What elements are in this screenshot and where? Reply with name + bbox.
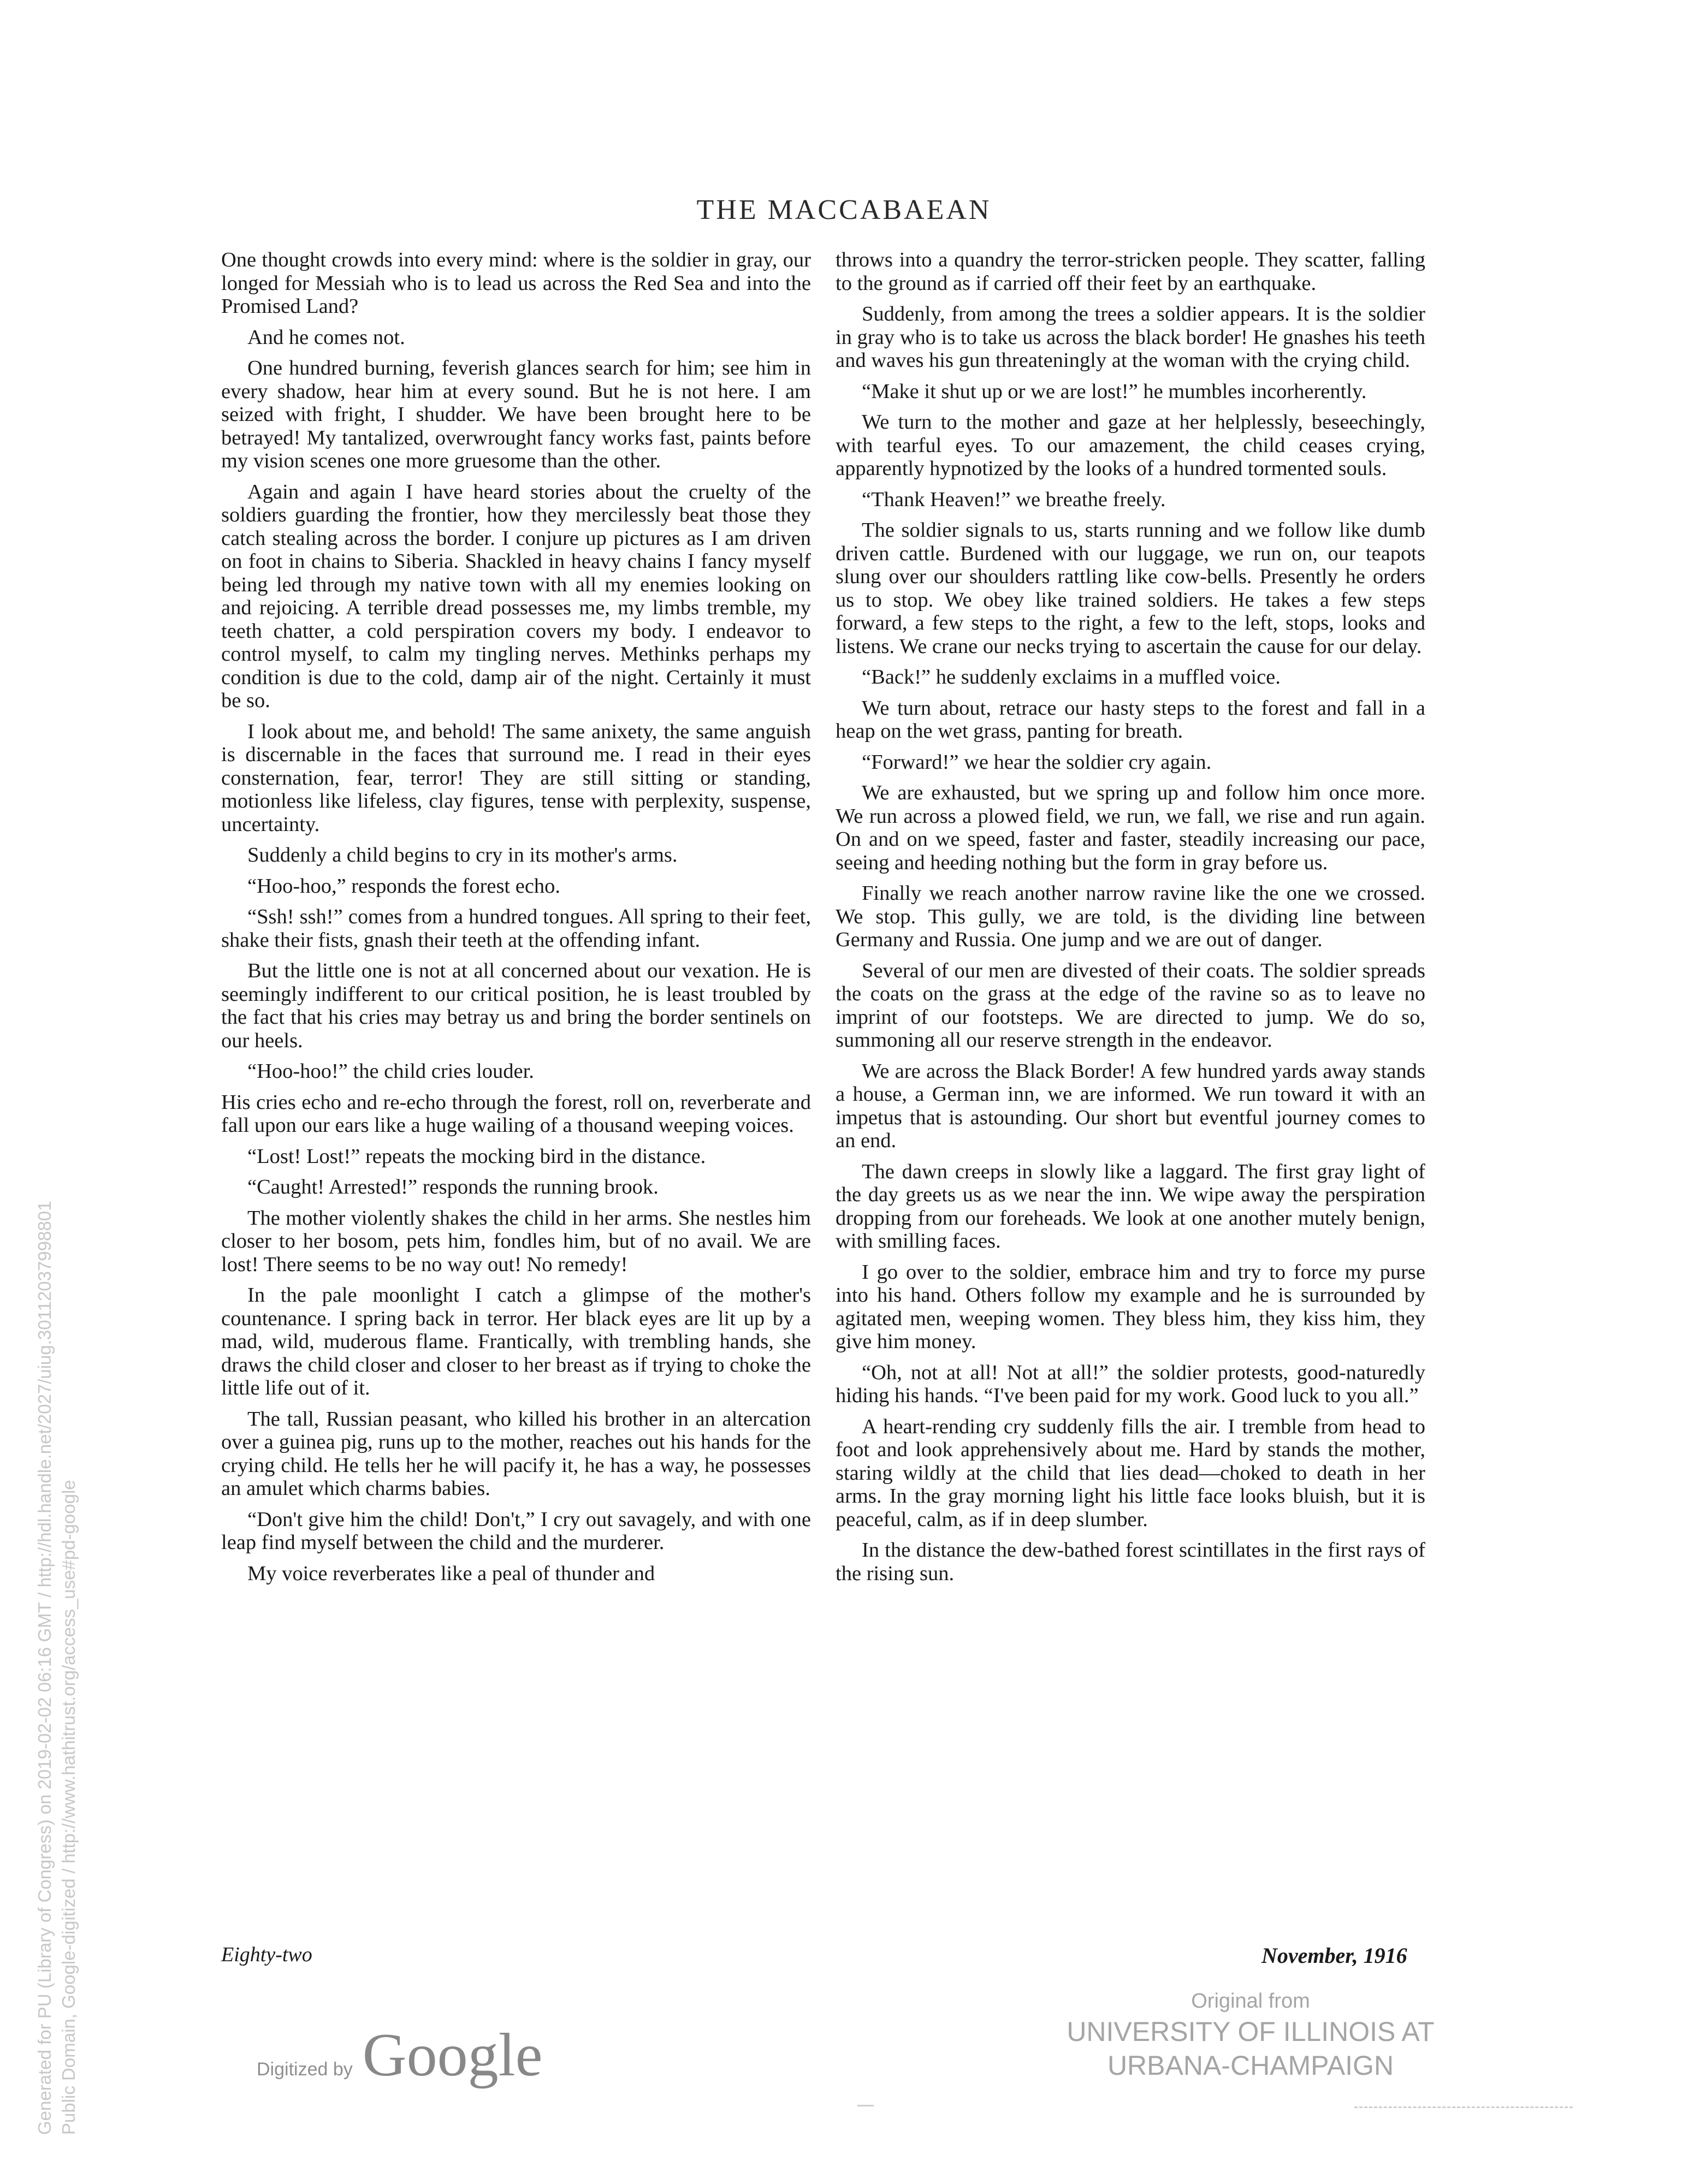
paragraph: “Forward!” we hear the soldier cry again. bbox=[862, 750, 1212, 774]
paragraph: “Hoo-hoo!” the child cries louder. bbox=[247, 1060, 534, 1083]
paragraph: “Don't give him the child! Don't,” I cry out savagely, and with one leap find myself between the child and the murderer. bbox=[221, 1508, 811, 1554]
paragraph: In the pale moonlight I catch a glimpse of the mother's countenance. I spring back in terror. Her black eyes are lit up by a mad, wild, muderous flame. Frantically, with trembling hands, she draws the child closer and closer to her breast as if trying to choke the little life out of it. bbox=[221, 1284, 811, 1399]
institution-line-2: URBANA-CHAMPAIGN bbox=[1107, 2050, 1394, 2081]
generation-watermark bbox=[33, 824, 81, 2135]
page-number: Eighty-two bbox=[221, 1943, 312, 1966]
paragraph: “Oh, not at all! Not at all!” the soldier protests, good-naturedly hiding his hands. “I've been paid for my work. Good luck to you all.” bbox=[836, 1361, 1425, 1407]
paragraph: “Caught! Arrested!” responds the running brook. bbox=[247, 1176, 659, 1198]
paragraph: “Make it shut up or we are lost!” he mumbles incorherently. bbox=[862, 379, 1367, 403]
scan-dash-marks bbox=[1354, 2106, 1573, 2108]
paragraph: We are exhausted, but we spring up and follow him once more. We run across a plowed field, we run, we fall, we rise and run again. On and on we speed, faster and faster, steadily increasing our pace, seeing and heeding nothing but the form in gray before us. bbox=[836, 781, 1425, 874]
paragraph: “Lost! Lost!” repeats the mocking bird in the distance. bbox=[247, 1144, 706, 1168]
paragraph: Suddenly, from among the trees a soldier appears. It is the soldier in gray who is to take us across the black border! He gnashes his teeth and waves his gun threateningly at the woman with the crying child. bbox=[836, 302, 1425, 372]
paragraph: “Ssh! ssh!” comes from a hundred tongues. All spring to their feet, shake their fists, gnash their teeth at the offending infant. bbox=[221, 905, 811, 952]
paragraph: I go over to the soldier, embrace him and try to force my purse into his hand. Others follow my example and he is surrounded by agitated men, weeping women. They bless him, they kiss him, they give him money. bbox=[836, 1260, 1425, 1353]
digitized-by-credit bbox=[257, 2020, 542, 2091]
paragraph: Again and again I have heard stories about the cruelty of the soldiers guarding the frontier, how they mercilessly beat those they catch stealing across the border. I conjure up pictures as I am driven on foot in chains to Siberia. Shackled in heavy chains I fancy myself being led through my native town with all my enemies looking on and rejoicing. A terrible dread possesses me, my limbs tremble, my teeth chatter, a cold perspiration covers my body. I endeavor to control myself, to calm my tingling nerves. Methinks perhaps my condition is due to the cold, damp air of the night. Certainly it must be so. bbox=[221, 480, 811, 712]
scan-mark bbox=[857, 2105, 874, 2106]
paragraph: My voice reverberates like a peal of thunder and bbox=[247, 1562, 655, 1585]
paragraph: And he comes not. bbox=[247, 325, 405, 349]
paragraph: throws into a quandry the terror-stricken people. They scatter, falling to the ground as if carried off their feet by an earthquake. bbox=[836, 248, 1425, 295]
institution-line-1: UNIVERSITY OF ILLINOIS AT bbox=[1067, 2016, 1435, 2047]
paragraph: One hundred burning, feverish glances search for him; see him in every shadow, hear him at every sound. But he is not here. I am seized with fright, I shudder. We have been brought here to be betrayed! My tantalized, overwrought fancy works fast, paints before my vision scenes one more gruesome than the other. bbox=[221, 357, 811, 472]
running-header: THE MACCABAEAN bbox=[696, 194, 992, 225]
watermark-line-2: Public Domain, Google-digitized / http://www.hathitrust.org/access_use#pd-google bbox=[58, 1480, 79, 2135]
paragraph: The dawn creeps in slowly like a laggard. The first gray light of the day greets us as we near the inn. We wipe away the perspiration dropping from our foreheads. We look at one another mutely benign, with smilling faces. bbox=[836, 1160, 1425, 1253]
paragraph: Finally we reach another narrow ravine like the one we crossed. We stop. This gully, we are told, is the dividing line between Germany and Russia. One jump and we are out of danger. bbox=[836, 882, 1425, 951]
digitized-label: Digitized by bbox=[257, 2059, 353, 2080]
text-column-right bbox=[836, 248, 1425, 1593]
paragraph: We turn about, retrace our hasty steps to the forest and fall in a heap on the wet grass, panting for breath. bbox=[836, 696, 1425, 743]
original-from-label: Original from bbox=[1191, 1990, 1310, 2013]
issue-date: November, 1916 bbox=[1261, 1943, 1407, 1968]
paragraph: The tall, Russian peasant, who killed his brother in an altercation over a guinea pig, runs up to the mother, reaches out his hands for the crying child. He tells her he will pacify it, he has a way, he possesses an amulet which charms babies. bbox=[221, 1407, 811, 1500]
text-column-left bbox=[221, 248, 811, 1593]
paragraph: “Back!” he suddenly exclaims in a muffled voice. bbox=[862, 666, 1281, 689]
google-logo: Google bbox=[362, 2021, 543, 2089]
paragraph: The soldier signals to us, starts running and we follow like dumb driven cattle. Burdened with our luggage, we run on, our teapots slung over our shoulders rattling like cow-bells. Presently he orders us to stop. We obey like trained soldiers. He takes a few steps forward, a few steps to the right, a few to the left, stops, looks and listens. We crane our necks trying to ascertain the cause for our delay. bbox=[836, 519, 1425, 658]
paragraph: Suddenly a child begins to cry in its mother's arms. bbox=[247, 844, 678, 867]
watermark-line-1: Generated for PU (Library of Congress) on 2019-02-02 06:16 GMT / http://hdl.handle.net/2027/uiug.30112037998801 bbox=[34, 1201, 55, 2135]
paragraph: We are across the Black Border! A few hundred yards away stands a house, a German inn, we are informed. We run toward it with an impetus that is astounding. Our short but eventful journey comes to an end. bbox=[836, 1059, 1425, 1152]
paragraph: His cries echo and re-echo through the forest, roll on, reverberate and fall upon our ears like a huge wailing of a thousand weeping voices. bbox=[221, 1090, 811, 1137]
original-source-credit bbox=[1038, 1987, 1464, 2082]
paragraph: Several of our men are divested of their coats. The soldier spreads the coats on the grass at the edge of the ravine so as to leave no imprint of our footsteps. We are directed to jump. We do so, summoning all our reserve strength in the endeavor. bbox=[836, 959, 1425, 1052]
paragraph: “Thank Heaven!” we breathe freely. bbox=[862, 488, 1166, 511]
paragraph: I look about me, and behold! The same anixety, the same anguish is discernable in the faces that surround me. I read in their eyes consternation, fear, terror! They are still sitting or standing, motionless like lifeless, clay figures, tense with perplexity, suspense, uncertainty. bbox=[221, 720, 811, 836]
paragraph: One thought crowds into every mind: where is the soldier in gray, our longed for Messiah who is to lead us across the Red Sea and into the Promised Land? bbox=[221, 248, 811, 318]
paragraph: A heart-rending cry suddenly fills the air. I tremble from head to foot and look apprehensively about me. Hard by stands the mother, staring wildly at the child that lies dead—choked to death in her arms. In the gray morning light his little face looks bluish, but it is peaceful, calm, as if in deep slumber. bbox=[836, 1415, 1425, 1531]
paragraph: The mother violently shakes the child in her arms. She nestles him closer to her bosom, pets him, fondles him, but of no avail. We are lost! There seems to be no way out! No remedy! bbox=[221, 1206, 811, 1276]
paragraph: We turn to the mother and gaze at her helplessly, beseechingly, with tearful eyes. To our amazement, the child ceases crying, apparently hypnotized by the looks of a hundred tormented souls. bbox=[836, 411, 1425, 480]
paragraph: But the little one is not at all concerned about our vexation. He is seemingly indifferent to our critical position, he is least troubled by the fact that his cries may betray us and bring the border sentinels on our heels. bbox=[221, 959, 811, 1052]
paragraph: “Hoo-hoo,” responds the forest echo. bbox=[247, 874, 561, 898]
paragraph: In the distance the dew-bathed forest scintillates in the first rays of the rising sun. bbox=[836, 1539, 1425, 1585]
